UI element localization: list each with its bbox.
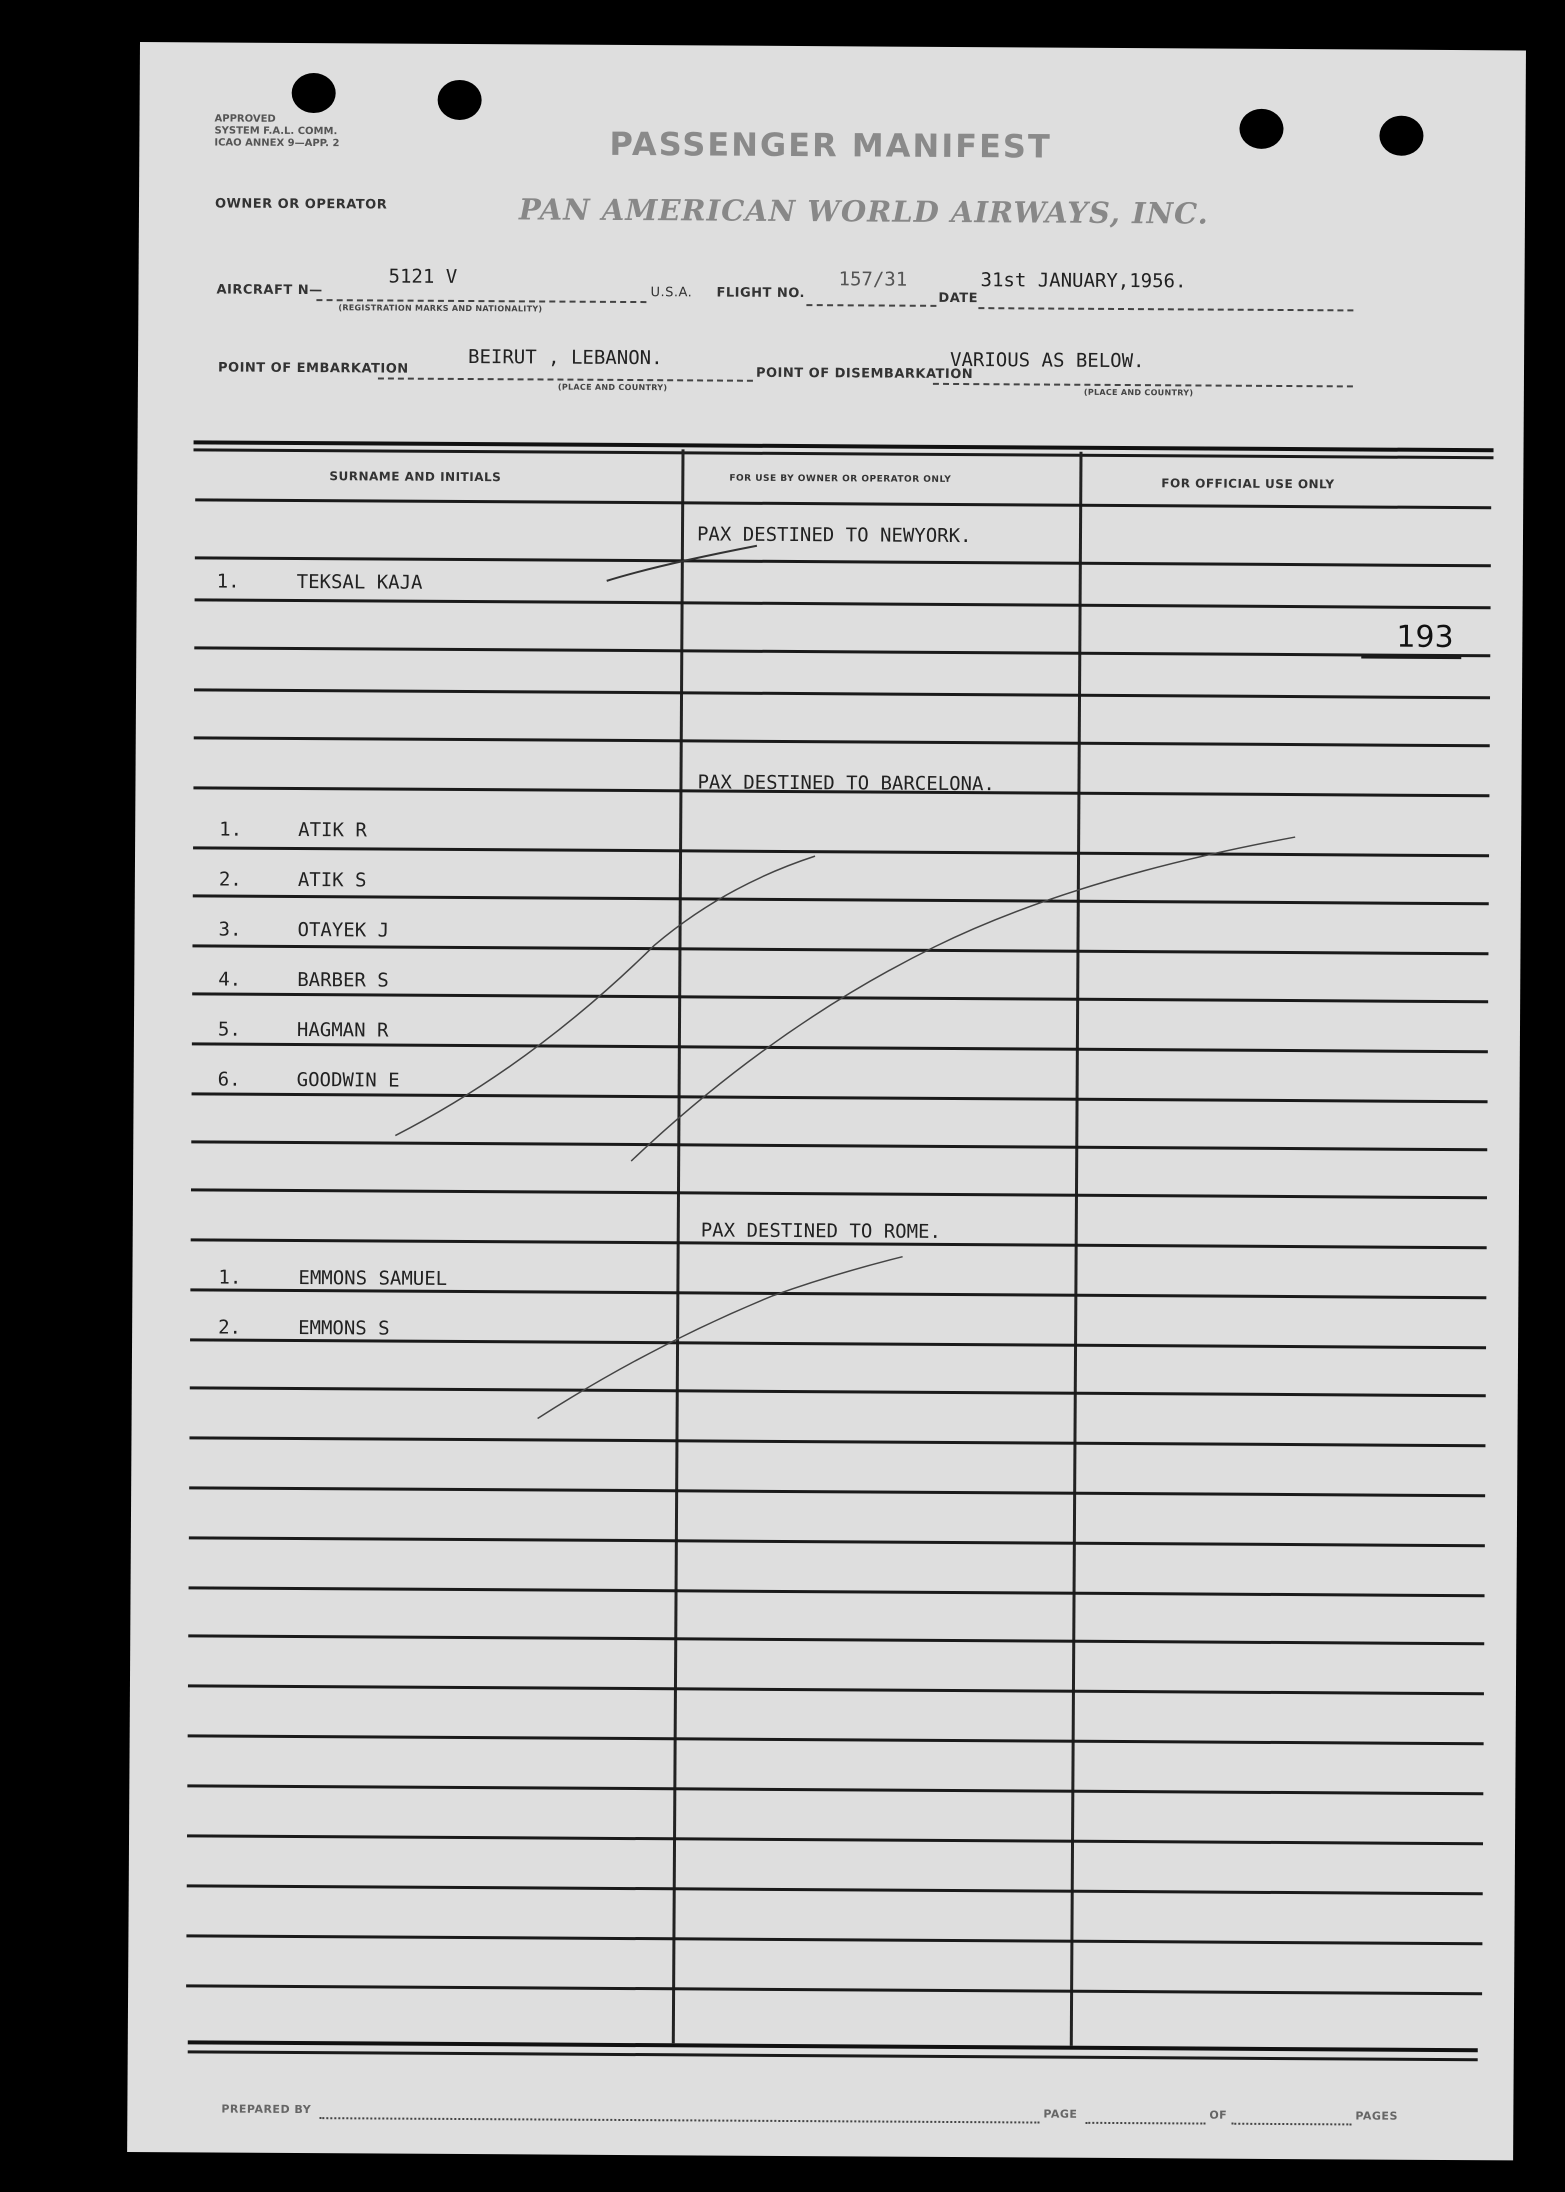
passenger-name: ATIK R	[298, 818, 367, 842]
disembarkation-value: VARIOUS AS BELOW.	[950, 348, 1145, 373]
pencil-stroke	[607, 545, 757, 582]
pages-label: PAGES	[1355, 2109, 1398, 2123]
passenger-number: 3.	[218, 918, 242, 941]
disembarkation-sub: (PLACE AND COUNTRY)	[1083, 387, 1194, 398]
passenger-number: 2.	[218, 1316, 242, 1339]
owner-label: OWNER OR OPERATOR	[214, 196, 388, 213]
pencil-stroke	[538, 1254, 903, 1420]
date-value: 31st JANUARY,1956.	[980, 269, 1187, 293]
passenger-name: EMMONS SAMUEL	[298, 1266, 448, 1290]
flight-value: 157/31	[838, 268, 908, 291]
of-label: OF	[1209, 2108, 1228, 2122]
passenger-name: HAGMAN R	[296, 1018, 389, 1042]
destination-barcelona: PAX DESTINED TO BARCELONA.	[697, 771, 995, 796]
embarkation-value: BEIRUT , LEBANON.	[468, 346, 663, 370]
pencil-stroke	[631, 833, 1295, 1165]
passenger-number: 6.	[217, 1068, 241, 1091]
passenger-name: BARBER S	[297, 968, 389, 992]
aircraft-sub: (REGISTRATION MARKS AND NATIONALITY)	[338, 303, 543, 314]
aircraft-country: U.S.A.	[650, 285, 693, 301]
approval-line: SYSTEM F.A.L. COMM.	[214, 125, 338, 138]
approval-line: APPROVED	[214, 113, 276, 125]
date-label: DATE	[938, 290, 979, 307]
passenger-name: EMMONS S	[298, 1316, 390, 1340]
passenger-number: 1.	[218, 1266, 242, 1289]
manifest-sheet	[127, 42, 1526, 2160]
embarkation-sub: (PLACE AND COUNTRY)	[557, 382, 668, 393]
passenger-number: 2.	[218, 868, 242, 891]
flight-label: FLIGHT NO.	[716, 285, 806, 302]
embarkation-label: POINT OF EMBARKATION	[217, 360, 409, 377]
aircraft-label: AIRCRAFT N—	[216, 282, 323, 299]
passenger-name: TEKSAL KAJA	[296, 570, 423, 594]
aircraft-value: 5121 V	[388, 265, 458, 288]
column-header-surname: SURNAME AND INITIALS	[329, 469, 502, 485]
approval-line: ICAO ANNEX 9—APP. 2	[214, 137, 340, 150]
pencil-stroke	[395, 854, 815, 1139]
page-title: PASSENGER MANIFEST	[609, 124, 1052, 166]
disembarkation-label: POINT OF DISEMBARKATION	[755, 365, 974, 383]
passenger-number: 5.	[217, 1018, 241, 1041]
passenger-number: 4.	[218, 968, 242, 991]
destination-rome: PAX DESTINED TO ROME.	[700, 1219, 942, 1243]
prepared-by-label: PREPARED BY	[221, 2102, 312, 2117]
destination-newyork: PAX DESTINED TO NEWYORK.	[696, 523, 972, 548]
owner-name: PAN AMERICAN WORLD AIRWAYS, INC.	[518, 192, 1209, 231]
column-header-official: FOR OFFICIAL USE ONLY	[1161, 476, 1335, 492]
pencil-strokes	[127, 42, 1526, 2160]
column-header-operator: FOR USE BY OWNER OR OPERATOR ONLY	[729, 473, 952, 485]
passenger-name: GOODWIN E	[296, 1068, 400, 1092]
passenger-number: 1.	[216, 570, 240, 593]
page-number: 193	[1396, 619, 1454, 656]
passenger-name: ATIK S	[297, 868, 367, 892]
passenger-name: OTAYEK J	[297, 918, 390, 942]
passenger-number: 1.	[219, 818, 243, 841]
page-label: PAGE	[1043, 2107, 1078, 2121]
